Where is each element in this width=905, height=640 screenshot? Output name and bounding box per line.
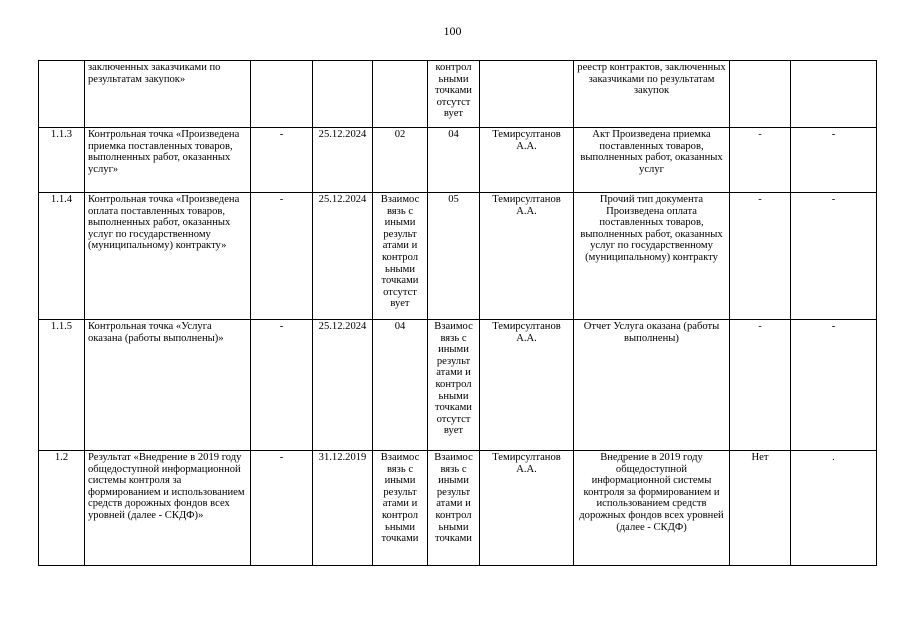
row-flag [730, 61, 791, 128]
row-responsible [480, 61, 574, 128]
row-name: Контрольная точка «Произведена приемка поставленных товаров, выполненных работ, оказанных услуг» [85, 128, 251, 193]
row-base-value [251, 61, 313, 128]
row-name: заключенных заказчиками по результатам закупок» [85, 61, 251, 128]
row-extra: - [791, 320, 877, 451]
table-row [39, 193, 877, 320]
row-next-link: 05 [428, 193, 480, 320]
row-document: Прочий тип документа Произведена оплата поставленных товаров, выполненных работ, оказанных услуг по государственному (муниципальному) контракту [574, 193, 730, 320]
row-number: 1.2 [39, 451, 85, 566]
row-flag: - [730, 128, 791, 193]
row-next-link: контрол ьными точками отсутст вует [428, 61, 480, 128]
row-base-value: - [251, 128, 313, 193]
row-base-value: - [251, 451, 313, 566]
table-row [39, 61, 877, 128]
row-number: 1.1.5 [39, 320, 85, 451]
row-document: Акт Произведена приемка поставленных товаров, выполненных работ, оказанных услуг [574, 128, 730, 193]
row-date: 25.12.2024 [313, 128, 373, 193]
row-date: 25.12.2024 [313, 320, 373, 451]
row-previous-link: Взаимос вязь с иными результ атами и контрол ьными точками [373, 451, 428, 566]
row-next-link: Взаимос вязь с иными результ атами и контрол ьными точками отсутст вует [428, 320, 480, 451]
row-base-value: - [251, 320, 313, 451]
row-name: Контрольная точка «Услуга оказана (работы выполнены)» [85, 320, 251, 451]
row-number: 1.1.4 [39, 193, 85, 320]
row-date: 31.12.2019 [313, 451, 373, 566]
row-name: Контрольная точка «Произведена оплата поставленных товаров, выполненных работ, оказанных услуг по государственному (муниципальному) контракту» [85, 193, 251, 320]
row-previous-link: 04 [373, 320, 428, 451]
row-document: реестр контрактов, заключенных заказчиками по результатам закупок [574, 61, 730, 128]
row-responsible: Темирсултанов А.А. [480, 128, 574, 193]
row-number: 1.1.3 [39, 128, 85, 193]
row-name: Результат «Внедрение в 2019 году общедоступной информационной системы контроля за формированием и использованием средств дорожных фондов всех уровней (далее - СКДФ)» [85, 451, 251, 566]
row-extra: - [791, 193, 877, 320]
row-flag: - [730, 320, 791, 451]
row-previous-link [373, 61, 428, 128]
page-number: 100 [443, 24, 462, 38]
row-previous-link: 02 [373, 128, 428, 193]
row-next-link: Взаимос вязь с иными результ атами и контрол ьными точками [428, 451, 480, 566]
row-base-value: - [251, 193, 313, 320]
row-extra: . [791, 451, 877, 566]
row-responsible: Темирсултанов А.А. [480, 451, 574, 566]
table-row [39, 128, 877, 193]
row-extra: - [791, 128, 877, 193]
row-date [313, 61, 373, 128]
row-document: Отчет Услуга оказана (работы выполнены) [574, 320, 730, 451]
row-next-link: 04 [428, 128, 480, 193]
row-responsible: Темирсултанов А.А. [480, 320, 574, 451]
row-flag: - [730, 193, 791, 320]
row-date: 25.12.2024 [313, 193, 373, 320]
row-number [39, 61, 85, 128]
row-previous-link: Взаимос вязь с иными результ атами и контрол ьными точками отсутст вует [373, 193, 428, 320]
table-row [39, 451, 877, 566]
row-extra [791, 61, 877, 128]
row-responsible: Темирсултанов А.А. [480, 193, 574, 320]
control-points-table [38, 60, 877, 566]
row-flag: Нет [730, 451, 791, 566]
table-row [39, 320, 877, 451]
row-document: Внедрение в 2019 году общедоступной информационной системы контроля за формированием и использованием средств дорожных фондов всех уровней (далее - СКДФ) [574, 451, 730, 566]
